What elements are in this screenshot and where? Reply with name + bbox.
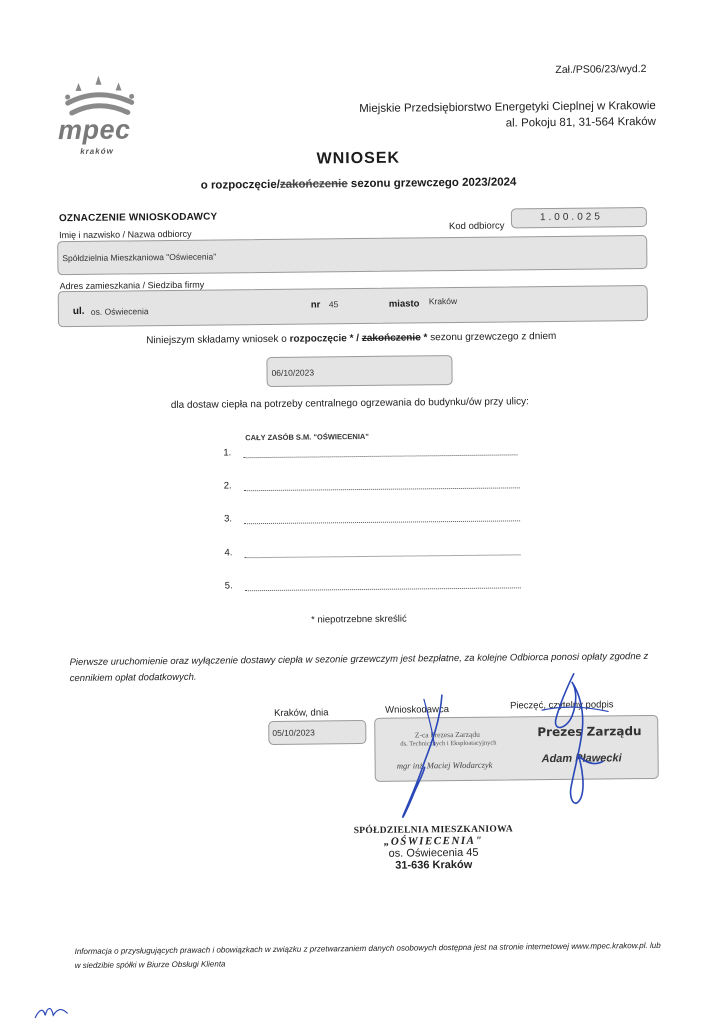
- street-prefix: ul.: [72, 305, 85, 318]
- place-date-label: Kraków, dnia: [274, 707, 329, 719]
- cooperative-stamp: [333, 824, 533, 872]
- logo-wordmark: mpec: [57, 114, 131, 146]
- streets-header: CAŁY ZASÓB S.M. "OŚWIECENIA": [245, 431, 369, 443]
- request-start: rozpoczęcie * /: [289, 332, 362, 345]
- sign-date-field[interactable]: [268, 720, 366, 745]
- company-street: al. Pokoju 81, 31-564 Kraków: [505, 115, 656, 130]
- president-title: Prezes Zarządu: [537, 724, 642, 740]
- list-item: 1.: [223, 447, 232, 459]
- code-value: 1.00.025: [539, 211, 603, 224]
- request-end-struck: zakończenie: [361, 332, 421, 344]
- sign-date-value: 05/10/2023: [272, 727, 315, 738]
- address-label: Adres zamieszkania / Siedziba firmy: [59, 279, 205, 292]
- street-line-3[interactable]: [244, 520, 520, 524]
- city-prefix: miasto: [388, 298, 420, 310]
- name-label: Imię i nazwisko / Nazwa odbiorcy: [59, 228, 192, 241]
- start-date-value: 06/10/2023: [271, 367, 315, 378]
- logo-city: kraków: [80, 146, 114, 156]
- number-prefix: nr: [310, 299, 321, 311]
- list-item: 4.: [224, 547, 233, 559]
- city-value: Kraków: [428, 295, 458, 307]
- coop-stamp-city: 31-636 Kraków: [395, 858, 473, 872]
- code-label: Kod odbiorcy: [448, 220, 505, 233]
- coop-stamp-street: os. Oświecenia 45: [388, 846, 479, 860]
- list-item: 2.: [223, 480, 232, 492]
- code-field[interactable]: [511, 207, 647, 228]
- street-line-4[interactable]: [244, 554, 520, 558]
- name-value: Spółdzielnia Mieszkaniowa "Oświecenia": [62, 251, 217, 264]
- section-heading: OZNACZENIE WNIOSKODAWCY: [58, 211, 218, 225]
- coop-stamp-title: „OŚWIECENIA": [383, 834, 484, 848]
- privacy-note: Informacja o przysługujących prawach i obowiązkach w związku z przetwarzaniem danych osobowych dostępna jest na stronie internetowej www.mpec.krakow.pl. lub w siedzibie spółki w Biurze Obsługi Klienta: [74, 940, 661, 971]
- mpec-logo: [53, 70, 144, 161]
- president-signature-icon: [522, 669, 634, 820]
- fee-note: Pierwsze uruchomienie oraz wyłączenie dostawy ciepła w sezonie grzewczym jest bezpłatne, za kolejne Odbiorca ponosi opłaty zgodne z cennikiem opłat dodatkowych.: [69, 651, 649, 685]
- document-reference: Zał./PS06/23/wyd.2: [555, 62, 647, 76]
- subtitle-end-struck: zakończenie: [279, 178, 348, 191]
- form-title: WNIOSEK: [316, 149, 401, 168]
- president-name: Adam Pławecki: [541, 752, 622, 766]
- seal-label: Pieczęć, czytelny podpis: [509, 699, 614, 712]
- company-name: Miejskie Przedsiębiorstwo Energetyki Cieplnej w Krakowie: [359, 99, 656, 116]
- applicant-label: Wnioskodawca: [385, 704, 450, 716]
- number-value: 45: [328, 299, 339, 310]
- subtitle-start: rozpoczęcie: [210, 178, 277, 192]
- name-field[interactable]: [57, 235, 647, 275]
- company-address: [336, 98, 656, 133]
- start-date-field[interactable]: [266, 355, 452, 387]
- vice-president-signature-icon: [382, 689, 463, 830]
- coop-stamp-name: SPÓŁDZIELNIA MIESZKANIOWA: [353, 824, 514, 837]
- request-sentence: Niniejszym składamy wniosek o rozpoczęcie * / zakończenie * sezonu grzewczego z dniem: [146, 330, 557, 347]
- footnote: * niepotrzebne skreślić: [311, 613, 407, 626]
- initials-icon: [33, 1003, 73, 1021]
- address-field[interactable]: [58, 285, 648, 327]
- vice-president-title: Z-ca Prezesa Zarządu: [414, 729, 480, 740]
- street-line-2[interactable]: [244, 487, 520, 491]
- delivery-sentence: dla dostaw ciepła na potrzeby centralnego ogrzewania do budynku/ów przy ulicy:: [170, 396, 529, 411]
- form-subtitle: o rozpoczęcie/zakończenie sezonu grzewczego 2023/2024: [200, 176, 517, 192]
- list-item: 5.: [224, 580, 233, 592]
- vice-president-dept: ds. Technicznych i Eksploatacyjnych: [400, 739, 497, 748]
- street-line-5[interactable]: [245, 587, 521, 591]
- vice-president-name: mgr inż. Maciej Włodarczyk: [396, 759, 493, 771]
- street-value: os. Oświecenia: [90, 306, 149, 317]
- street-line-1[interactable]: [243, 454, 517, 458]
- list-item: 3.: [224, 513, 233, 525]
